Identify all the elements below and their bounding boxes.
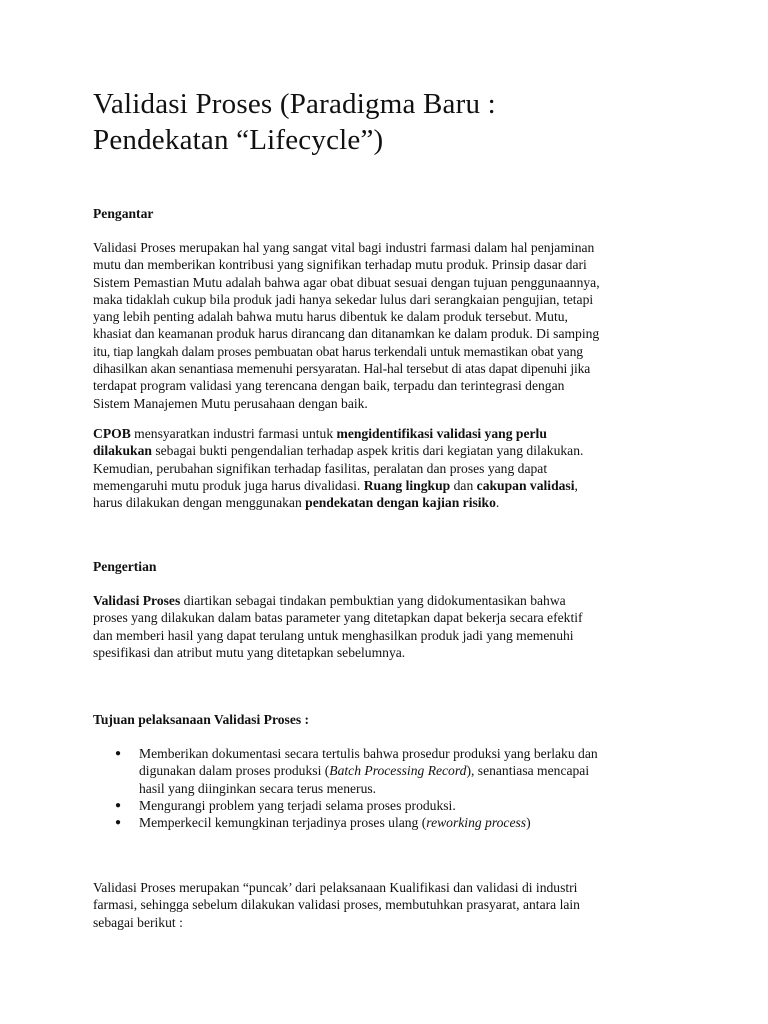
text-line: spesifikasi dan atribut mutu yang ditetapkan sebelumnya. [93,644,406,660]
list-item [93,745,688,797]
text-line [93,477,688,494]
italic-text: reworking process [426,815,527,831]
text-line [93,442,688,459]
tujuan-list [93,745,688,831]
heading-pengertian: Pengertian [93,559,157,574]
bold-text: Ruang lingkup [363,477,451,493]
text-line: hasil yang diinginkan secara terus menerus. [139,780,377,796]
document-title [93,86,693,158]
pengertian-paragraph [93,592,688,661]
bold-text: CPOB [93,426,131,441]
text-run: . [495,495,500,511]
text-line: Sistem Manajemen Mutu perusahaan dengan baik. [93,395,368,411]
text-line: proses yang dilakukan dalam batas parameter yang ditetapkan dapat bekerja secara efektif [93,610,583,626]
pengantar-paragraph-2 [93,425,688,511]
text-run: ) [526,815,531,831]
bullet-icon: ● [115,817,122,829]
closing-paragraph [93,879,688,931]
bold-text: cakupan validasi [476,477,575,493]
text-line: itu, tiap langkah dalam proses pembuatan obat harus terkendali untuk memastikan obat yang [93,343,583,359]
text-line: mutu dan memberikan kontribusi yang signifikan terhadap mutu produk. Prinsip dasar dari [93,257,587,273]
pengantar-paragraph-1 [93,239,688,412]
italic-text: Batch Processing Record [329,763,467,779]
text-line: terdapat program validasi yang terencana dengan baik, terpadu dan terintegrasi dengan [93,378,565,394]
text-line: khasiat dan keamanan produk harus dirancang dan ditanamkan ke dalam produk. Di samping [93,326,600,342]
bullet-icon: ● [115,799,122,811]
bold-text: mengidentifikasi validasi yang perlu [336,426,547,441]
bold-text: pendekatan dengan kajian risiko [305,495,496,511]
text-line: sebagai berikut : [93,914,183,930]
text-run: sebagai bukti pengendalian terhadap aspek kritis dari kegiatan yang dilakukan. [151,443,584,459]
text-line [139,814,688,831]
text-line: Validasi Proses merupakan hal yang sangat vital bagi industri farmasi dalam hal penjaminan [93,240,595,255]
text-line: Kemudian, perubahan signifikan terhadap fasilitas, peralatan dan proses yang dapat [93,460,548,476]
text-run: , [574,477,578,493]
text-run: diartikan sebagai tindakan pembuktian yang didokumentasikan bahwa [180,593,566,608]
text-line: farmasi, sehingga sebelum dilakukan validasi proses, membutuhkan prasyarat, antara lain [93,897,580,913]
text-run: memengaruhi mutu produk juga harus divalidasi. [93,477,364,493]
heading-tujuan: Tujuan pelaksanaan Validasi Proses : [93,712,310,727]
text-line: Sistem Pemastian Mutu adalah bahwa agar obat dibuat sesuai dengan tujuan penggunaannya, [93,274,600,290]
list-item [93,797,688,814]
text-line [93,494,688,511]
text-line: Mengurangi problem yang terjadi selama proses produksi. [139,797,456,813]
text-line: dan memberi hasil yang dapat terulang untuk menghasilkan produk jadi yang memenuhi [93,627,574,643]
text-run: Memperkecil kemungkinan terjadinya proses ulang ( [139,815,427,831]
text-line [93,425,688,442]
text-line [139,762,688,779]
text-line: Validasi Proses merupakan “puncak’ dari pelaksanaan Kualifikasi dan validasi di industri [93,880,578,895]
heading-pengantar: Pengantar [93,206,154,221]
bold-text: Validasi Proses [93,593,181,608]
text-run: ), senantiasa mencapai [466,763,590,779]
text-run: mensyaratkan industri farmasi untuk [130,426,337,441]
text-line [93,592,688,609]
title-line-2: Pendekatan “Lifecycle”) [93,124,384,156]
text-line: Memberikan dokumentasi secara tertulis bahwa prosedur produksi yang berlaku dan [139,746,598,761]
bold-text: dilakukan [93,443,152,459]
text-line: yang lebih penting adalah bahwa mutu harus dibentuk ke dalam produk tersebut. Mutu, [93,309,568,325]
bullet-icon: ● [115,748,122,759]
text-run: harus dilakukan dengan menggunakan [93,495,306,511]
text-line: maka tidaklah cukup bila produk jadi hanya sekedar lulus dari serangkaian pengujian, tetapi [93,291,594,307]
text-line: dihasilkan akan senantiasa memenuhi persyaratan. Hal-hal tersebut di atas dapat dipenuhi jika [93,361,591,377]
list-item [93,814,688,831]
text-run: digunakan dalam proses produksi ( [139,763,330,779]
text-run: dan [450,477,477,493]
title-line-1: Validasi Proses (Paradigma Baru : [93,88,496,120]
